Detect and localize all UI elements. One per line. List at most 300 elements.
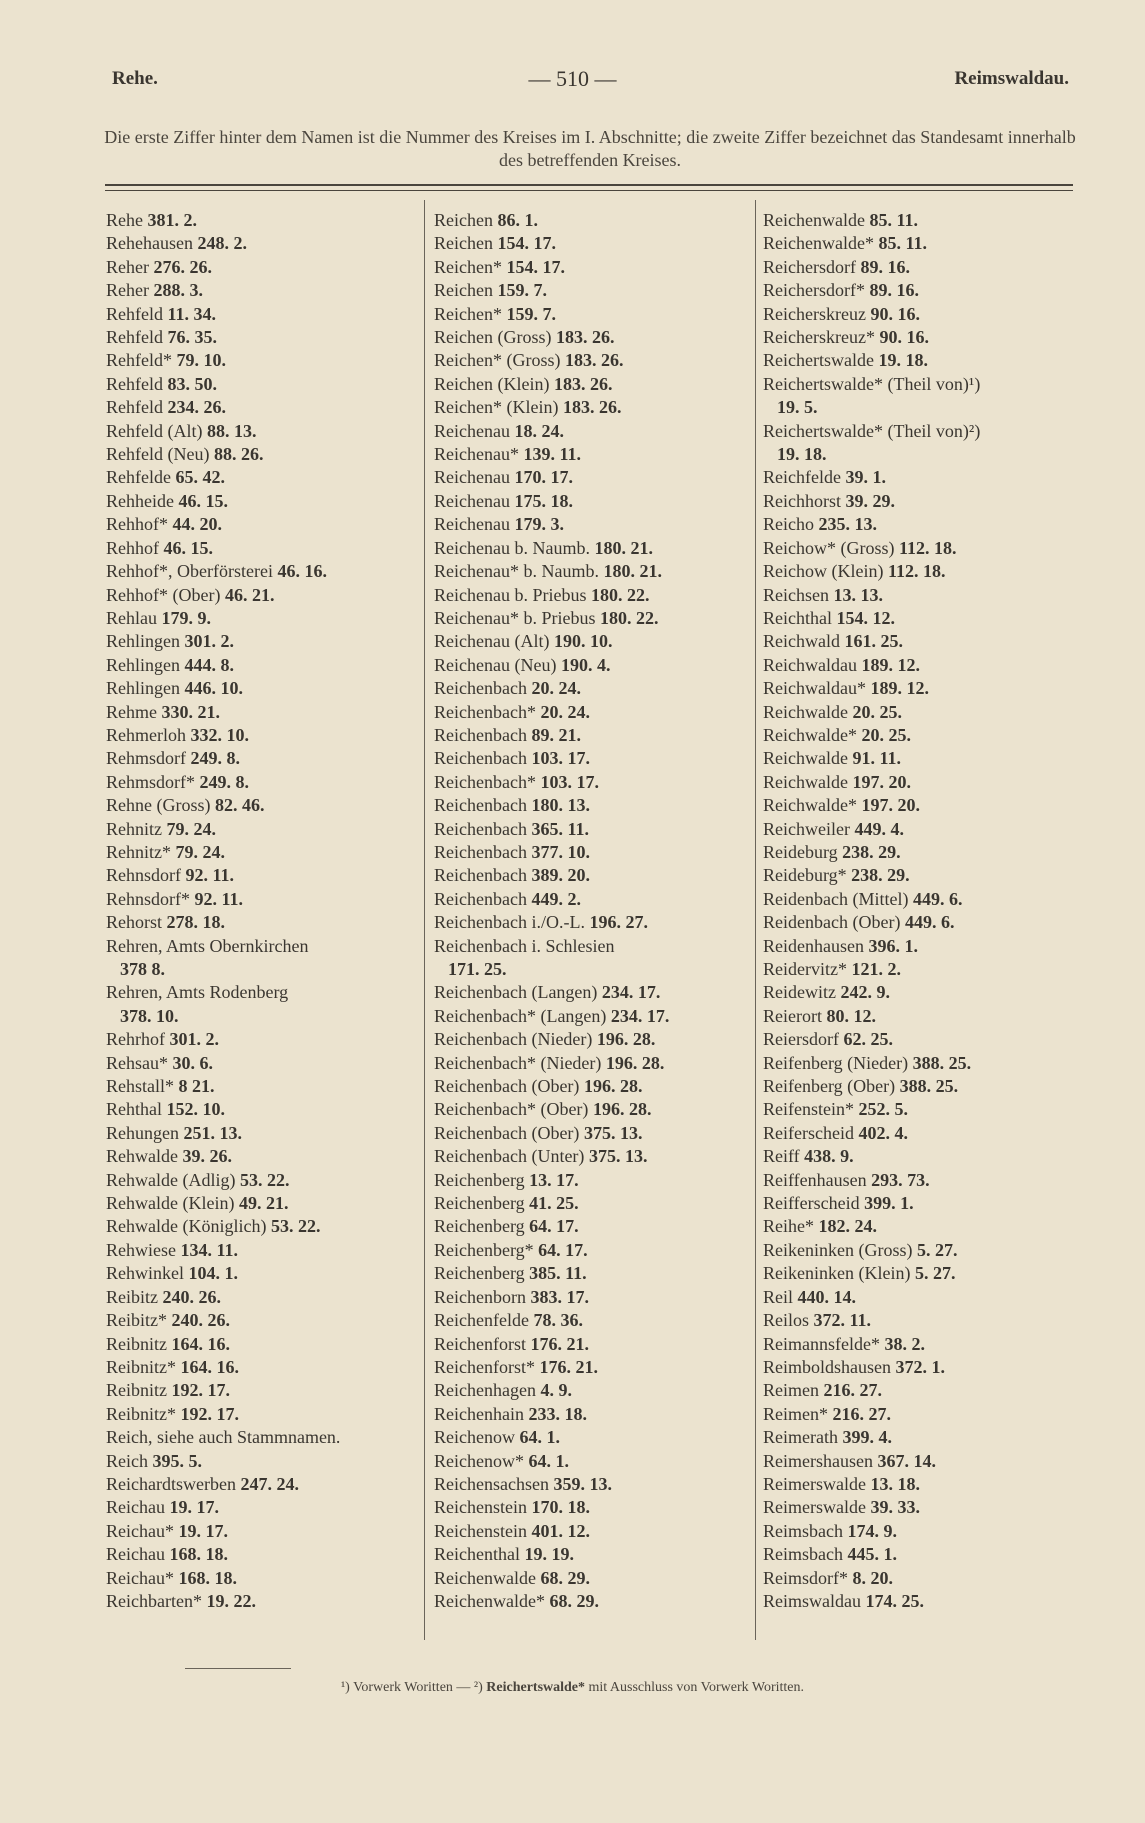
entry-name: Reichenau — [434, 490, 510, 511]
entry-name: Reichen — [434, 233, 493, 254]
index-entry — [763, 607, 1081, 630]
index-entry — [763, 841, 1081, 864]
entry-numbers: 183. 26. — [555, 327, 615, 348]
index-entry — [434, 1192, 752, 1215]
index-entry — [106, 1520, 424, 1543]
entry-name: Reichenbach* (Nieder) — [434, 1052, 602, 1073]
entry-name: Reichenforst — [434, 1333, 526, 1354]
entry-numbers: 53. 22. — [270, 1216, 321, 1237]
entry-name: Reifenberg (Ober) — [763, 1076, 896, 1097]
index-entry — [434, 490, 752, 513]
index-entry — [763, 958, 1081, 981]
index-entry — [434, 864, 752, 887]
entry-numbers: 64. 1. — [528, 1450, 569, 1471]
entry-name: Reidenbach (Mittel) — [763, 888, 909, 909]
index-entry — [106, 1356, 424, 1379]
entry-numbers: 197. 20. — [861, 795, 920, 816]
entry-numbers: 19. 19. — [524, 1544, 574, 1565]
index-entry — [106, 1309, 424, 1332]
entry-name: Rehnsdorf* — [106, 888, 190, 909]
index-entry — [434, 232, 752, 255]
entry-name: Rehmsdorf* — [106, 771, 195, 792]
entry-name: Reichenstein — [434, 1497, 527, 1518]
index-entry — [106, 1379, 424, 1402]
entry-name: Reichenberg* — [434, 1239, 534, 1260]
index-entry — [434, 1122, 752, 1145]
entry-numbers: 248. 2. — [197, 233, 247, 254]
entry-numbers: 238. 29. — [851, 865, 910, 886]
entry-numbers: 20. 25. — [861, 724, 911, 745]
entry-numbers: 399. 1. — [864, 1193, 914, 1214]
entry-name: Reimsdorf* — [763, 1567, 848, 1588]
entry-numbers: 79. 10. — [176, 350, 226, 371]
entry-name: Reichenau (Neu) — [434, 654, 557, 675]
entry-continuation — [106, 1005, 424, 1028]
entry-name: Rehren, Amts Obernkirchen — [106, 935, 309, 956]
entry-numbers: 449. 6. — [912, 888, 963, 909]
footnote-2-mark: ²) — [473, 1680, 483, 1695]
entry-name: Reimswaldau — [763, 1590, 861, 1611]
entry-name: Reimen — [763, 1380, 819, 1401]
index-entry — [763, 888, 1081, 911]
entry-numbers: 41. 25. — [529, 1193, 579, 1214]
entry-name: Reichenau* b. Naumb. — [434, 561, 599, 582]
index-entry — [434, 1309, 752, 1332]
index-entry — [106, 1450, 424, 1473]
entry-name: Rehfeld — [106, 327, 163, 348]
entry-numbers: 159. 7. — [506, 303, 556, 324]
index-entry — [434, 1169, 752, 1192]
entry-numbers: 164. 16. — [180, 1356, 239, 1377]
index-entry — [106, 1052, 424, 1075]
entry-name: Reichardtswerben — [106, 1473, 236, 1494]
entry-numbers: 170. 17. — [514, 467, 573, 488]
index-entry — [106, 981, 424, 1028]
entry-name: Rehme — [106, 701, 157, 722]
entry-numbers: 19. 18. — [777, 444, 827, 465]
index-entry — [106, 935, 424, 982]
entry-name: Reichen* — [434, 303, 502, 324]
entry-numbers: 182. 24. — [818, 1216, 877, 1237]
entry-name: Reibnitz — [106, 1380, 167, 1401]
entry-numbers: 367. 14. — [877, 1450, 936, 1471]
entry-numbers: 103. 17. — [540, 771, 599, 792]
entry-name: Reiffenhausen — [763, 1169, 867, 1190]
entry-numbers: 190. 10. — [553, 631, 613, 652]
index-entry — [106, 303, 424, 326]
index-entry — [434, 303, 752, 326]
entry-numbers: 449. 4. — [854, 818, 904, 839]
entry-name: Rehwalde (Adlig) — [106, 1169, 236, 1190]
index-entry — [106, 1122, 424, 1145]
entry-name: Rehwiese — [106, 1239, 176, 1260]
entry-name: Reicherskreuz* — [763, 327, 875, 348]
entry-name: Reichenberg — [434, 1169, 525, 1190]
entry-numbers: 64. 17. — [538, 1239, 588, 1260]
entry-name: Reichenbach (Unter) — [434, 1146, 585, 1167]
index-entry — [106, 888, 424, 911]
index-entry — [434, 1215, 752, 1238]
entry-name: Reichenau* — [434, 444, 519, 465]
entry-name: Reichertswalde* (Theil von)¹) — [763, 373, 981, 394]
entry-name: Rehne (Gross) — [106, 795, 211, 816]
entry-name: Rehhof* (Ober) — [106, 584, 221, 605]
entry-numbers: 372. 1. — [895, 1356, 945, 1377]
entry-name: Reichenbach — [434, 865, 527, 886]
running-head-left: Rehe. — [112, 68, 158, 89]
entry-numbers: 103. 17. — [531, 748, 590, 769]
index-entry — [763, 724, 1081, 747]
index-entry — [763, 560, 1081, 583]
index-entry — [763, 1005, 1081, 1028]
entry-numbers: 249. 8. — [199, 771, 249, 792]
entry-numbers: 154. 12. — [836, 607, 895, 628]
index-entry — [763, 981, 1081, 1004]
entry-numbers: 5. 27. — [914, 1263, 956, 1284]
entry-name: Reichen* — [434, 256, 502, 277]
entry-name: Reimerath — [763, 1427, 838, 1448]
index-entry — [763, 794, 1081, 817]
entry-numbers: 46. 15. — [163, 537, 213, 558]
index-entry — [763, 747, 1081, 770]
entry-name: Reichfelde — [763, 467, 841, 488]
index-entry — [434, 584, 752, 607]
entry-name: Reichenau — [434, 420, 510, 441]
entry-name: Reimerswalde — [763, 1473, 866, 1494]
index-entry — [763, 1403, 1081, 1426]
entry-numbers: 438. 9. — [804, 1146, 854, 1167]
entry-name: Reidenhausen — [763, 935, 864, 956]
index-entry — [763, 1567, 1081, 1590]
entry-name: Reihe* — [763, 1216, 814, 1237]
index-entry — [763, 420, 1081, 467]
entry-name: Reichau* — [106, 1567, 174, 1588]
index-entry — [434, 724, 752, 747]
entry-numbers: 330. 21. — [161, 701, 220, 722]
entry-numbers: 68. 29. — [549, 1590, 599, 1611]
entry-numbers: 79. 24. — [175, 841, 225, 862]
entry-name: Reilos — [763, 1310, 810, 1331]
entry-numbers: 159. 7. — [497, 280, 547, 301]
entry-numbers: 39. 29. — [845, 490, 895, 511]
entry-numbers: 176. 21. — [530, 1333, 589, 1354]
entry-name: Reierort — [763, 1005, 822, 1026]
running-head-right: Reimswaldau. — [954, 68, 1069, 89]
entry-name: Reichow (Klein) — [763, 561, 884, 582]
index-entry — [763, 1379, 1081, 1402]
index-entry — [434, 818, 752, 841]
entry-numbers: 46. 16. — [277, 561, 327, 582]
entry-name: Reher — [106, 280, 149, 301]
entry-numbers: 5. 27. — [916, 1239, 958, 1260]
entry-name: Reichenau b. Naumb. — [434, 537, 590, 558]
index-entry — [434, 630, 752, 653]
index-entry — [434, 654, 752, 677]
entry-numbers: 242. 9. — [840, 982, 890, 1003]
entry-name: Reichau — [106, 1544, 165, 1565]
index-entry — [106, 841, 424, 864]
intro-note: Die erste Ziffer hinter dem Namen ist die Nummer des Kreises im I. Abschnitte; die zweite Ziffer bezeichnet das Standesamt innerhalb des betreffenden Kreises. — [104, 127, 1076, 170]
entry-numbers: 388. 25. — [912, 1052, 972, 1073]
index-entry — [763, 1052, 1081, 1075]
entry-name: Reichenberg — [434, 1216, 525, 1237]
index-entry — [106, 1333, 424, 1356]
index-entry — [434, 1567, 752, 1590]
entry-numbers: 64. 1. — [519, 1427, 560, 1448]
entry-continuation — [763, 396, 1081, 419]
index-entry — [763, 1122, 1081, 1145]
entry-name: Reichwaldau — [763, 654, 857, 675]
index-entry — [434, 560, 752, 583]
entry-numbers: 139. 11. — [523, 444, 581, 465]
entry-name: Rehlingen — [106, 631, 180, 652]
index-entry — [106, 1496, 424, 1519]
entry-numbers: 20. 24. — [540, 701, 590, 722]
entry-numbers: 180. 13. — [531, 795, 590, 816]
index-entry — [763, 279, 1081, 302]
entry-numbers: 170. 18. — [531, 1497, 590, 1518]
index-entry — [434, 209, 752, 232]
entry-name: Rehehausen — [106, 233, 193, 254]
entry-numbers: 278. 18. — [166, 912, 225, 933]
index-entry — [106, 537, 424, 560]
entry-numbers: 174. 25. — [865, 1590, 924, 1611]
entry-name: Reifenstein* — [763, 1099, 854, 1120]
entry-numbers: 378 8. — [120, 959, 165, 979]
entry-numbers: 196. 28. — [605, 1052, 665, 1073]
entry-numbers: 196. 27. — [589, 912, 648, 933]
index-entry — [763, 654, 1081, 677]
index-entry — [106, 1239, 424, 1262]
index-entry — [106, 373, 424, 396]
entry-numbers: 401. 12. — [531, 1520, 590, 1541]
entry-numbers: 13. 13. — [833, 584, 883, 605]
entry-numbers: 180. 22. — [590, 584, 650, 605]
index-entry — [106, 724, 424, 747]
entry-name: Rehmsdorf — [106, 748, 186, 769]
index-entry — [106, 1028, 424, 1051]
entry-name: Reiersdorf — [763, 1029, 839, 1050]
entry-name: Reichwalde — [763, 748, 848, 769]
index-entry — [434, 935, 752, 982]
entry-numbers: 8 21. — [178, 1076, 215, 1097]
entry-name: Reichwalde — [763, 771, 848, 792]
index-entry — [106, 864, 424, 887]
entry-numbers: 112. 18. — [887, 561, 946, 582]
entry-name: Reher — [106, 256, 149, 277]
entry-name: Reichenbach — [434, 678, 527, 699]
entry-name: Reifenberg (Nieder) — [763, 1052, 909, 1073]
entry-numbers: 88. 26. — [213, 444, 264, 465]
index-entry — [106, 209, 424, 232]
index-entry — [434, 326, 752, 349]
index-entry — [434, 1028, 752, 1051]
entry-numbers: 168. 18. — [178, 1567, 237, 1588]
entry-name: Reichenstein — [434, 1520, 527, 1541]
entry-numbers: 112. 18. — [898, 537, 957, 558]
entry-name: Reichen (Klein) — [434, 373, 550, 394]
entry-numbers: 402. 4. — [858, 1122, 908, 1143]
entry-name: Rehwalde — [106, 1146, 178, 1167]
entry-numbers: 76. 35. — [167, 327, 217, 348]
entry-continuation — [763, 443, 1081, 466]
index-entry — [106, 1590, 424, 1613]
entry-numbers: 174. 9. — [847, 1520, 897, 1541]
entry-name: Rehwinkel — [106, 1263, 184, 1284]
entry-name: Reichthal — [763, 607, 832, 628]
entry-name: Rehhof*, Oberförsterei — [106, 561, 273, 582]
entry-name: Reichenwalde* — [434, 1590, 545, 1611]
index-entry — [763, 209, 1081, 232]
entry-name: Reichwald — [763, 631, 840, 652]
header-rule-thick — [105, 184, 1073, 186]
entry-numbers: 46. 21. — [224, 584, 275, 605]
entry-name: Reichenwalde — [434, 1567, 536, 1588]
index-entry — [434, 420, 752, 443]
entry-name: Rehheide — [106, 490, 174, 511]
entry-name: Rehfeld* — [106, 350, 172, 371]
entry-numbers: 179. 3. — [514, 514, 564, 535]
entry-name: Reichenbach — [434, 888, 527, 909]
entry-numbers: 389. 20. — [531, 865, 590, 886]
index-entry — [434, 1239, 752, 1262]
entry-numbers: 4. 9. — [540, 1380, 572, 1401]
index-entry — [434, 911, 752, 934]
entry-name: Rehe — [106, 210, 143, 230]
entry-name: Reibnitz — [106, 1333, 167, 1354]
entry-numbers: 104. 1. — [188, 1263, 238, 1284]
entry-numbers: 396. 1. — [868, 935, 918, 956]
entry-name: Reichow* (Gross) — [763, 537, 895, 558]
entry-name: Reicho — [763, 514, 814, 535]
entry-name: Rehhof* — [106, 514, 168, 535]
index-entry — [763, 466, 1081, 489]
entry-numbers: 80. 12. — [826, 1005, 876, 1026]
entry-numbers: 240. 26. — [162, 1286, 221, 1307]
entry-numbers: 196. 28. — [583, 1076, 643, 1097]
entry-name: Rehwalde (Königlich) — [106, 1216, 267, 1237]
entry-name: Rehungen — [106, 1122, 179, 1143]
index-entry — [434, 443, 752, 466]
index-entry — [434, 1426, 752, 1449]
entry-numbers: 154. 17. — [497, 233, 556, 254]
index-entry — [434, 1403, 752, 1426]
index-entry — [106, 396, 424, 419]
entry-name: Reichen — [434, 280, 493, 301]
index-entry — [434, 466, 752, 489]
entry-name: Reibitz* — [106, 1310, 167, 1331]
entry-name: Reimsbach — [763, 1544, 843, 1565]
entry-name: Reimboldshausen — [763, 1356, 891, 1377]
index-entry — [434, 349, 752, 372]
index-entry — [763, 1333, 1081, 1356]
entry-name: Reich, siehe auch Stammnamen. — [106, 1427, 341, 1448]
entry-name: Reimershausen — [763, 1450, 873, 1471]
entry-numbers: 8. 20. — [852, 1567, 893, 1588]
index-entry — [434, 1005, 752, 1028]
entry-name: Rehrhof — [106, 1029, 165, 1050]
entry-numbers: 171. 25. — [448, 959, 507, 979]
entry-name: Reichenau (Alt) — [434, 631, 550, 652]
entry-name: Reichensachsen — [434, 1473, 549, 1494]
entry-name: Reichwaldau* — [763, 678, 866, 699]
index-entry — [763, 1590, 1081, 1613]
entry-numbers: 189. 12. — [870, 678, 929, 699]
entry-name: Reichenforst* — [434, 1356, 535, 1377]
entry-numbers: 383. 17. — [530, 1286, 589, 1307]
entry-name: Reichenau* b. Priebus — [434, 607, 596, 628]
entry-name: Reichenhagen — [434, 1380, 536, 1401]
entry-name: Rehlingen — [106, 654, 180, 675]
entry-name: Rehfeld — [106, 303, 163, 324]
index-entry — [106, 443, 424, 466]
entry-name: Reichersdorf* — [763, 280, 865, 301]
index-entry — [106, 1403, 424, 1426]
index-entry — [763, 1450, 1081, 1473]
index-entry — [763, 677, 1081, 700]
index-entry — [106, 420, 424, 443]
entry-numbers: 82. 46. — [214, 795, 265, 816]
entry-numbers: 381. 2. — [147, 210, 197, 230]
entry-name: Reimsbach — [763, 1520, 843, 1541]
entry-numbers: 152. 10. — [166, 1099, 225, 1120]
entry-numbers: 372. 11. — [813, 1310, 872, 1331]
entry-numbers: 301. 2. — [169, 1029, 219, 1050]
index-entry — [763, 1239, 1081, 1262]
index-entry — [106, 1262, 424, 1285]
index-entry — [434, 396, 752, 419]
entry-numbers: 196. 28. — [592, 1099, 652, 1120]
index-entry — [106, 1215, 424, 1238]
entry-numbers: 91. 11. — [852, 748, 901, 769]
index-entry — [434, 1379, 752, 1402]
entry-name: Reichbarten* — [106, 1590, 202, 1611]
entry-name: Reidenbach (Ober) — [763, 912, 901, 933]
index-entry — [106, 1567, 424, 1590]
header-rule-thin — [105, 190, 1073, 191]
entry-numbers: 179. 9. — [161, 607, 211, 628]
entry-numbers: 92. 11. — [185, 865, 235, 886]
entry-numbers: 183. 26. — [562, 397, 622, 418]
entry-numbers: 189. 12. — [861, 654, 920, 675]
entry-name: Reichenbach — [434, 795, 527, 816]
index-entry — [763, 935, 1081, 958]
entry-name: Reichenow* — [434, 1450, 524, 1471]
entry-name: Reichenau — [434, 514, 510, 535]
index-entry — [763, 1075, 1081, 1098]
index-entry — [106, 1192, 424, 1215]
entry-numbers: 39. 33. — [870, 1497, 920, 1518]
index-column-1 — [106, 209, 424, 1613]
entry-numbers: 175. 18. — [514, 490, 573, 511]
index-entry — [434, 771, 752, 794]
entry-name: Rehmerloh — [106, 724, 186, 745]
index-entry — [106, 560, 424, 583]
entry-numbers: 192. 17. — [171, 1380, 230, 1401]
index-entry — [106, 1145, 424, 1168]
index-entry — [434, 981, 752, 1004]
entry-name: Reichenborn — [434, 1286, 526, 1307]
entry-name: Reichwalde — [763, 701, 848, 722]
entry-numbers: 180. 21. — [594, 537, 653, 558]
index-entry — [763, 630, 1081, 653]
entry-numbers: 288. 3. — [153, 280, 203, 301]
index-entry — [763, 513, 1081, 536]
index-entry — [106, 1098, 424, 1121]
entry-name: Reichenberg — [434, 1193, 525, 1214]
entry-numbers: 301. 2. — [184, 631, 234, 652]
index-entry — [763, 1520, 1081, 1543]
